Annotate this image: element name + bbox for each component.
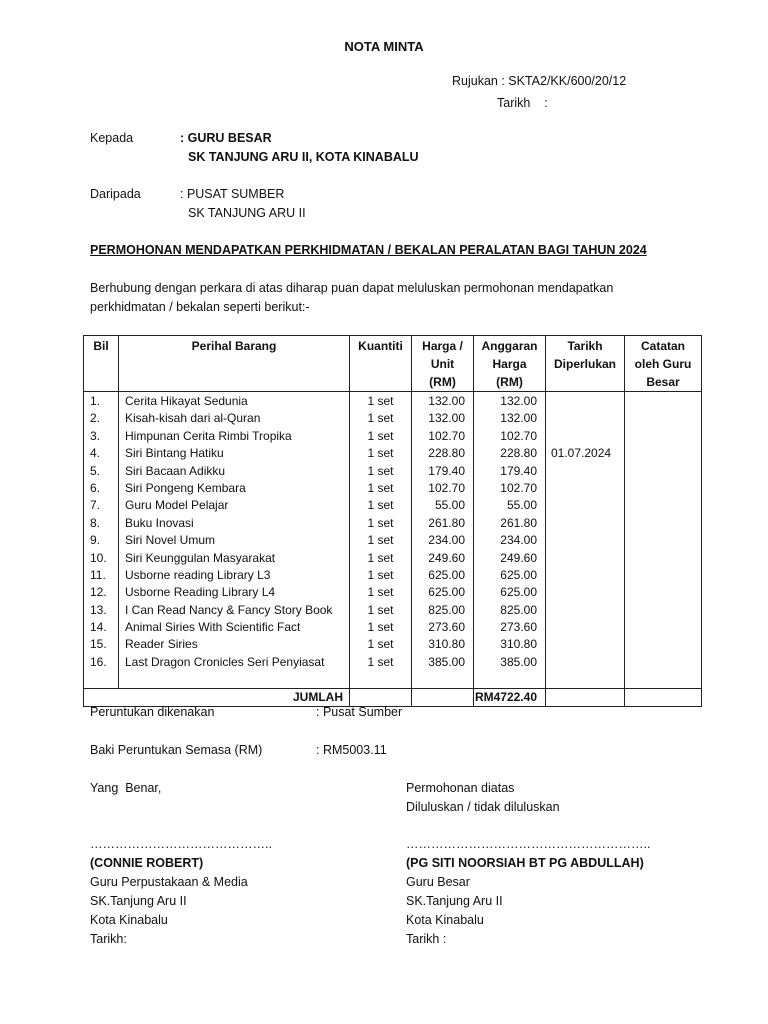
signer-right-name: (PG SITI NOORSIAH BT PG ABDULLAH) — [406, 856, 644, 870]
row-number: 9. — [90, 533, 101, 548]
header-principal-notes: Catatan oleh Guru Besar — [625, 336, 702, 392]
estimated-price-column — [474, 392, 546, 689]
body-text-line1: Berhubung dengan perkara di atas diharap puan dapat meluluskan permohonan mendapatkan — [90, 281, 614, 295]
header-item: Perihal Barang — [119, 336, 350, 392]
signature-line-left: …………………………………….. — [90, 837, 272, 851]
estimated-price: 132.00 — [500, 394, 537, 408]
principal-notes-column — [625, 392, 702, 689]
item-description: Animal Siries With Scientific Fact — [125, 620, 301, 635]
unit-price: 179.40 — [428, 463, 465, 478]
estimated-price: 228.80 — [500, 446, 537, 461]
allocation-label: Peruntukan dikenakan — [90, 705, 215, 719]
estimated-price: 385.00 — [500, 654, 537, 669]
header-required-date: Tarikh Diperlukan — [546, 336, 625, 392]
unit-price: 261.80 — [428, 515, 465, 530]
total-row — [84, 689, 702, 707]
row-number: 10. — [90, 550, 107, 565]
bil-column — [84, 392, 119, 689]
unit-price: 102.70 — [428, 480, 465, 495]
item-quantity: 1 set — [367, 394, 394, 408]
item-quantity: 1 set — [367, 498, 394, 513]
approval-line1: Permohonan diatas — [406, 781, 515, 795]
unit-price: 625.00 — [428, 567, 465, 582]
from-label: Daripada — [90, 187, 141, 201]
row-number: 12. — [90, 585, 107, 600]
estimated-price: 625.00 — [500, 585, 537, 600]
total-qty-cell — [350, 689, 412, 707]
item-quantity: 1 set — [367, 654, 394, 669]
item-description: Siri Bacaan Adikku — [125, 463, 226, 478]
estimated-price: 132.00 — [500, 411, 537, 426]
estimated-price: 261.80 — [500, 515, 537, 530]
item-quantity: 1 set — [367, 515, 394, 530]
body-text-line2: perkhidmatan / bekalan seperti berikut:- — [90, 300, 310, 314]
balance-value: : RM5003.11 — [316, 743, 387, 757]
item-description: Himpunan Cerita Rimbi Tropika — [125, 428, 292, 443]
estimated-price: 249.60 — [500, 550, 537, 565]
row-number: 3. — [90, 428, 101, 443]
unit-price: 310.80 — [428, 637, 465, 652]
estimated-price: 625.00 — [500, 567, 537, 582]
estimated-price: 310.80 — [500, 637, 537, 652]
row-number: 1. — [90, 394, 101, 408]
row-number: 6. — [90, 480, 101, 495]
table-header-row — [84, 336, 702, 392]
allocation-value: : Pusat Sumber — [316, 705, 403, 719]
unit-price: 249.60 — [428, 550, 465, 565]
estimated-price: 179.40 — [500, 463, 537, 478]
quantity-column — [350, 392, 412, 689]
approval-line2: Diluluskan / tidak diluluskan — [406, 800, 560, 814]
to-school: SK TANJUNG ARU II, KOTA KINABALU — [188, 150, 419, 164]
row-number: 13. — [90, 602, 107, 617]
row-number: 11. — [90, 567, 106, 582]
signer-right-position: Guru Besar — [406, 875, 470, 889]
signer-left-city: Kota Kinabalu — [90, 913, 168, 927]
unit-price: 825.00 — [428, 602, 465, 617]
item-description: Kisah-kisah dari al-Quran — [125, 411, 261, 426]
estimated-price: 825.00 — [500, 602, 537, 617]
row-number: 8. — [90, 515, 101, 530]
from-sender: : PUSAT SUMBER — [180, 187, 285, 201]
signer-left-name: (CONNIE ROBERT) — [90, 856, 204, 870]
signature-line-right: ………………………………………………….. — [406, 837, 651, 851]
unit-price: 102.70 — [428, 428, 465, 443]
item-quantity: 1 set — [367, 637, 394, 652]
estimated-price: 102.70 — [500, 428, 537, 443]
request-items-table — [83, 335, 702, 707]
header-quantity: Kuantiti — [350, 336, 412, 392]
to-recipient: : GURU BESAR — [180, 131, 272, 145]
unit-price-column — [412, 392, 474, 689]
item-quantity: 1 set — [367, 550, 394, 565]
required-date-column — [546, 392, 625, 689]
estimated-price: 234.00 — [500, 533, 537, 548]
unit-price: 625.00 — [428, 585, 465, 600]
reference-number: Rujukan : SKTA2/KK/600/20/12 — [452, 74, 627, 88]
row-number: 14. — [90, 620, 107, 635]
estimated-price: 273.60 — [500, 620, 537, 635]
item-quantity: 1 set — [367, 480, 394, 495]
required-date-value: 01.07.2024 — [551, 446, 612, 461]
unit-price: 273.60 — [428, 620, 465, 635]
date-label: Tarikh : — [497, 96, 548, 110]
item-description: Usborne Reading Library L4 — [125, 585, 276, 600]
item-description: Reader Siries — [125, 637, 198, 652]
header-estimated-price: Anggaran Harga (RM) — [474, 336, 546, 392]
item-quantity: 1 set — [367, 463, 394, 478]
header-bil: Bil — [84, 336, 119, 392]
from-school: SK TANJUNG ARU II — [188, 206, 306, 220]
estimated-price: 102.70 — [500, 480, 537, 495]
subject-line: PERMOHONAN MENDAPATKAN PERKHIDMATAN / BEKALAN PERALATAN BAGI TAHUN 2024 — [90, 243, 647, 257]
row-number: 7. — [90, 498, 101, 513]
item-description: Siri Novel Umum — [125, 533, 216, 548]
item-quantity: 1 set — [367, 446, 394, 461]
item-column — [119, 392, 350, 689]
item-description: Buku Inovasi — [125, 515, 194, 530]
row-number: 5. — [90, 463, 101, 478]
item-description: Siri Pongeng Kembara — [125, 480, 246, 495]
item-description: Cerita Hikayat Sedunia — [125, 394, 248, 408]
item-quantity: 1 set — [367, 620, 394, 635]
total-date-cell — [546, 689, 625, 707]
row-number: 4. — [90, 446, 101, 461]
total-notes-cell — [625, 689, 702, 707]
balance-label: Baki Peruntukan Semasa (RM) — [90, 743, 263, 757]
header-unit-price: Harga / Unit (RM) — [412, 336, 474, 392]
item-description: Last Dragon Cronicles Seri Penyiasat — [125, 654, 325, 669]
unit-price: 234.00 — [428, 533, 465, 548]
item-quantity: 1 set — [367, 602, 394, 617]
document-title: NOTA MINTA — [344, 39, 424, 54]
signer-right-date: Tarikh : — [406, 932, 447, 946]
row-number: 2. — [90, 411, 101, 426]
item-description: I Can Read Nancy & Fancy Story Book — [125, 602, 333, 617]
total-label: JUMLAH — [84, 689, 350, 707]
item-description: Guru Model Pelajar — [125, 498, 229, 513]
item-description: Usborne reading Library L3 — [125, 567, 271, 582]
item-quantity: 1 set — [367, 428, 394, 443]
signer-left-date: Tarikh: — [90, 932, 127, 946]
item-quantity: 1 set — [367, 585, 394, 600]
item-quantity: 1 set — [367, 567, 394, 582]
row-number: 16. — [90, 654, 107, 669]
signer-left-school: SK.Tanjung Aru II — [90, 894, 187, 908]
signer-right-school: SK.Tanjung Aru II — [406, 894, 503, 908]
item-description: Siri Keunggulan Masyarakat — [125, 550, 276, 565]
total-value: RM4722.40 — [474, 689, 546, 707]
closing-greeting: Yang Benar, — [90, 781, 162, 795]
table-body-row — [84, 392, 702, 689]
unit-price: 55.00 — [434, 498, 465, 513]
total-price-cell — [412, 689, 474, 707]
signer-right-city: Kota Kinabalu — [406, 913, 484, 927]
row-number: 15. — [90, 637, 107, 652]
signer-left-position: Guru Perpustakaan & Media — [90, 875, 248, 889]
item-description: Siri Bintang Hatiku — [125, 446, 224, 461]
unit-price: 385.00 — [428, 654, 465, 669]
unit-price: 228.80 — [428, 446, 465, 461]
item-quantity: 1 set — [367, 411, 394, 426]
estimated-price: 55.00 — [506, 498, 537, 513]
unit-price: 132.00 — [428, 411, 465, 426]
item-quantity: 1 set — [367, 533, 394, 548]
unit-price: 132.00 — [428, 394, 465, 408]
to-label: Kepada — [90, 131, 134, 145]
